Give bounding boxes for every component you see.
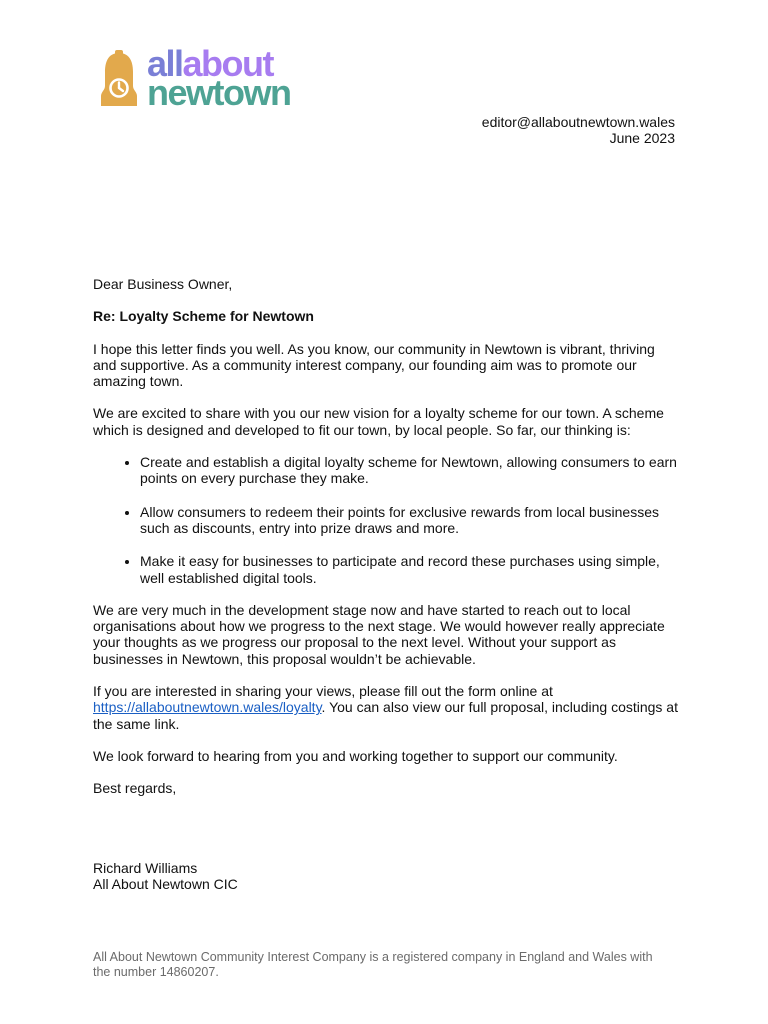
- footer-legal-notice: All About Newtown Community Interest Company is a registered company in England and Wales with the number 14860207.: [93, 950, 653, 979]
- sender-contact: [482, 114, 675, 146]
- list-item: • Make it easy for businesses to participate and record these purchases using simple, well established digital tools.: [140, 553, 678, 586]
- paragraph-closing: We look forward to hearing from you and working together to support our community.: [93, 747, 618, 764]
- paragraph-vision: We are excited to share with you our new vision for a loyalty scheme for our town. A scheme which is designed and developed to fit our town, by local people. So far, our thinking is:: [93, 405, 664, 438]
- sign-off: Best regards,: [93, 780, 177, 797]
- bell-clock-icon: [99, 50, 139, 108]
- feedback-text-after: . You can also view our full proposal, including costings at the same link.: [93, 699, 678, 732]
- loyalty-form-link[interactable]: https://allaboutnewtown.wales/loyalty: [93, 699, 322, 716]
- signature-block: [93, 860, 238, 893]
- letter-date: June 2023: [609, 130, 675, 146]
- subject-line: Re: Loyalty Scheme for Newtown: [93, 308, 314, 325]
- list-item: • Create and establish a digital loyalty scheme for Newtown, allowing consumers to earn points on every purchase they make.: [140, 454, 678, 487]
- letter-body: [93, 276, 678, 813]
- list-item: • Allow consumers to redeem their points for exclusive rewards from local businesses such as discounts, entry into prize draws and more.: [140, 504, 678, 537]
- signatory-name: Richard Williams: [93, 860, 198, 876]
- paragraph-feedback: [93, 683, 678, 732]
- proposal-list: [93, 454, 678, 586]
- logo-word-newtown: newtown: [147, 72, 291, 113]
- logo-word-about: about: [182, 43, 274, 84]
- paragraph-development: We are very much in the development stage now and have started to reach out to local organisations about how we progress to the next stage. We would however really appreciate your thoughts as we progress our proposal to the next level. Without your support as businesses in Newtown, this proposal wouldn’t be achievable.: [93, 601, 665, 667]
- signatory-organisation: All About Newtown CIC: [93, 876, 238, 893]
- feedback-text-before: If you are interested in sharing your views, please fill out the form online at: [93, 683, 553, 700]
- paragraph-intro: I hope this letter finds you well. As you know, our community in Newtown is vibrant, thriving and supportive. As a community interest company, our founding aim was to promote our amazing town.: [93, 340, 655, 390]
- greeting: Dear Business Owner,: [93, 276, 233, 292]
- contact-email: editor@allaboutnewtown.wales: [481, 114, 675, 130]
- logo-word-all: all: [147, 43, 183, 84]
